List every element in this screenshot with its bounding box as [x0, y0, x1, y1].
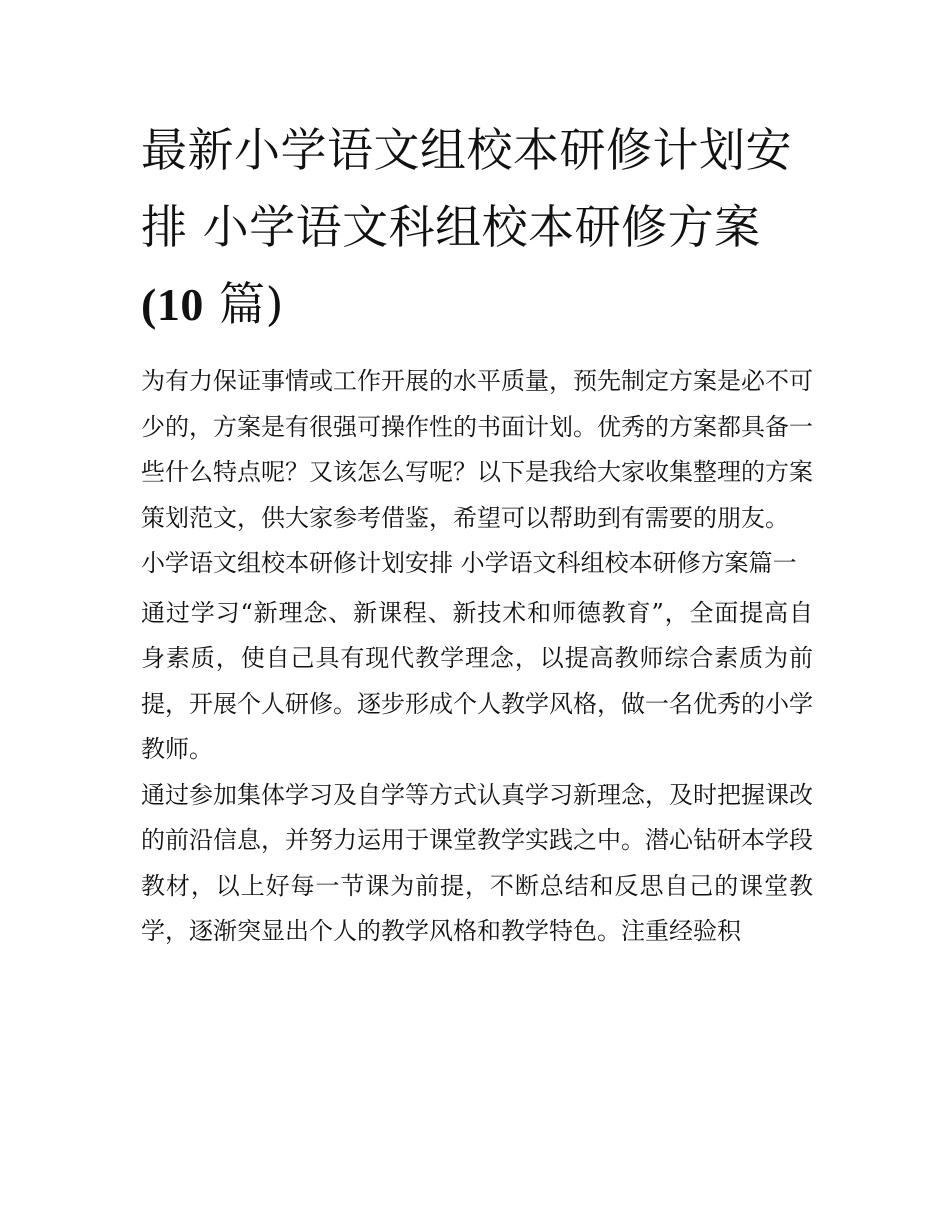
title-count: (10	[141, 279, 204, 330]
title-text: 最新小学语文组校本研修计划安排 小学语文科组校本研修方案	[141, 123, 792, 254]
document-title	[141, 112, 813, 343]
body-paragraph-2: 通过参加集体学习及自学等方式认真学习新理念，及时把握课改的前沿信息，并努力运用于课堂教学实践之中。潜心钻研本学段教材，以上好每一节课为前提，不断总结和反思自己的课堂教学，逐渐突显出个人的教学风格和教学特色。注重经验积	[141, 780, 813, 945]
section-heading: 小学语文组校本研修计划安排 小学语文科组校本研修方案篇一	[141, 549, 797, 577]
document-page	[141, 112, 813, 955]
body-paragraph-1: 通过学习“新理念、新课程、新技术和师德教育”，全面提高自身素质，使自己具有现代教学理念，以提高教师综合素质为前提，开展个人研修。逐步形成个人教学风格，做一名优秀的小学教师。	[141, 598, 813, 763]
title-suffix: 篇)	[203, 277, 284, 331]
intro-paragraph: 为有力保证事情或工作开展的水平质量，预先制定方案是必不可少的，方案是有很强可操作性的书面计划。优秀的方案都具备一些什么特点呢？又该怎么写呢？以下是我给大家收集整理的方案策划范文，供大家参考借鉴，希望可以帮助到有需要的朋友。	[141, 367, 813, 532]
